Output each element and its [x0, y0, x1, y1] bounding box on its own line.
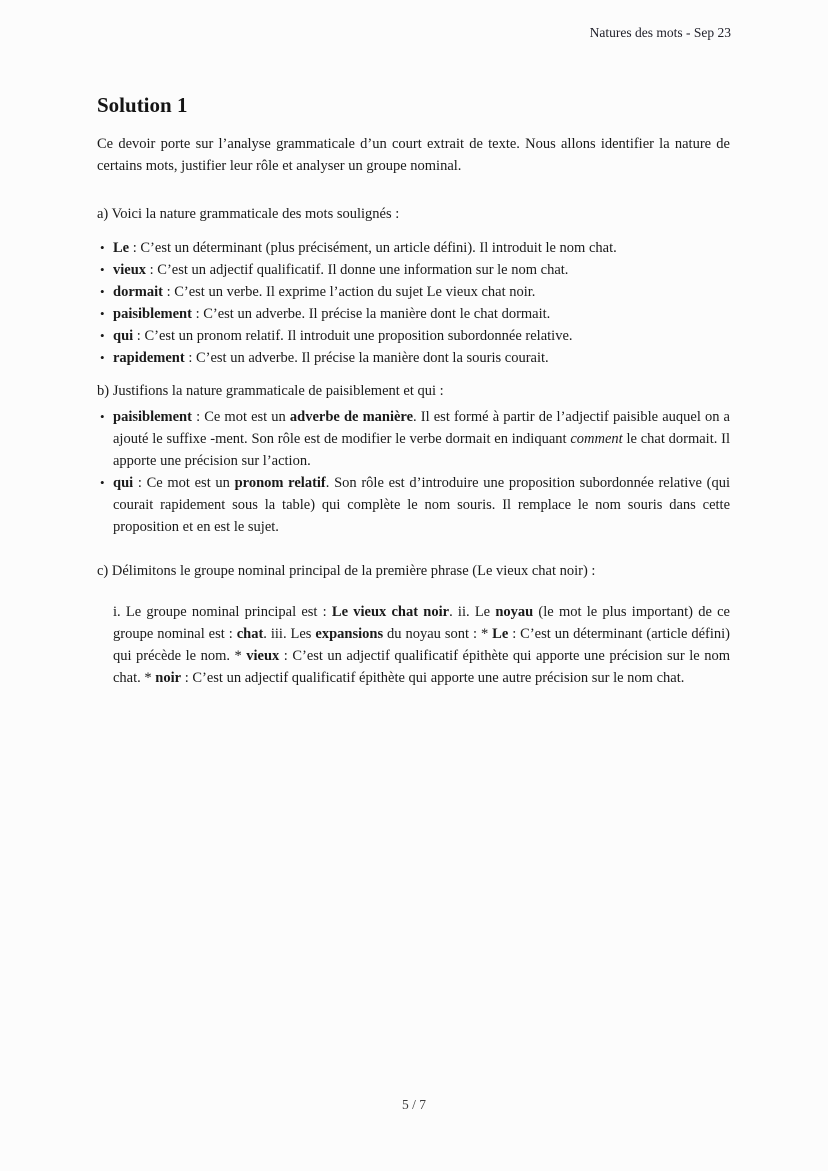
section-a-heading: a) Voici la nature grammaticale des mots soulignés : — [97, 206, 400, 222]
bullet-le: • Le : C’est un déterminant (plus précisément, un article défini). Il introduit le nom chat. — [97, 237, 730, 259]
bullet-dormait: • dormait : C’est un verbe. Il exprime l’action du sujet Le vieux chat noir. — [97, 281, 730, 303]
bullet-paisiblement: • paisiblement : C’est un adverbe. Il précise la manière dont le chat dormait. — [97, 303, 730, 325]
page-title: Solution 1 — [97, 93, 188, 117]
page-content — [97, 0, 730, 689]
bullet-qui: • qui : C’est un pronom relatif. Il introduit une proposition subordonnée relative. — [97, 325, 730, 347]
page-number: 5 / 7 — [401, 1097, 426, 1112]
section-b-heading: b) Justifions la nature grammaticale de paisiblement et qui : — [97, 383, 444, 399]
header-text: Natures des mots - Sep 23 — [589, 25, 731, 40]
section-c-heading: c) Délimitons le groupe nominal principal de la première phrase (Le vieux chat noir) : — [97, 563, 596, 579]
intro-paragraph: Ce devoir porte sur l’analyse grammaticale d’un court extrait de texte. Nous allons identifier la nature de certains mots, justifier leur rôle et analyser un groupe nominal. — [97, 136, 730, 174]
bullet-vieux: • vieux : C’est un adjectif qualificatif. Il donne une information sur le nom chat. — [97, 259, 730, 281]
bullet-paisiblement-justification: • paisiblement : Ce mot est un adverbe de manière. Il est formé à partir de l’adjectif paisible auquel on a ajouté le suffixe -ment. Son rôle est de modifier le verbe dormait en indiquant comment le chat dormait. Il apporte une précision sur l’action. — [97, 406, 730, 472]
groupe-nominal-analysis: i. Le groupe nominal principal est : Le vieux chat noir. ii. Le noyau (le mot le plus important) de ce groupe nominal est : chat. iii. Les expansions du noyau sont : * Le : C’est un déterminant (article défini) qui précède le nom. * vieux : C’est un adjectif qualificatif épithète qui apporte une précision sur le nom chat. * noir : C’est un adjectif qualificatif épithète qui apporte une autre précision sur le nom chat. — [113, 604, 731, 686]
bullet-qui-justification: • qui : Ce mot est un pronom relatif. Son rôle est d’introduire une proposition subordonnée relative (qui courait rapidement sous la table) qui complète le nom souris. Il remplace le nom souris dans cette proposition et en est le sujet. — [97, 472, 730, 538]
bullet-rapidement: • rapidement : C’est un adverbe. Il précise la manière dont la souris courait. — [97, 347, 730, 369]
section-b-list — [97, 406, 730, 538]
section-a-list — [97, 237, 730, 369]
